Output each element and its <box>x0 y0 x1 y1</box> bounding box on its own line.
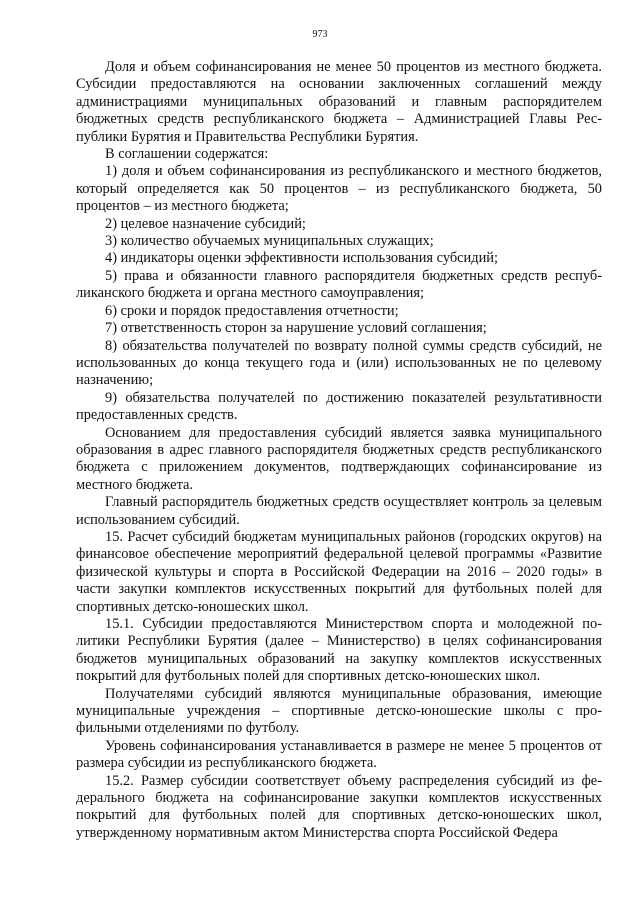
list-item: 1) доля и объем софинансирования из республиканского и местного бюджетов, который определяется как 50 процентов – из республиканского бюджета, 50 процентов – из местного бюджета; <box>76 163 602 215</box>
page-number: 973 <box>312 29 328 40</box>
paragraph: Уровень софинансирования устанавливается в размере не менее 5 процентов от размера субсидии из республиканского бюджета. <box>76 737 602 772</box>
paragraph: Доля и объем софинансирования не менее 50 процентов из местного бюджета. Субсидии предоставляются на основании заключенных соглашений между администрациями муниципальных образований и главным распорядителем бюджетных средств республиканского бюджета – Администрацией Главы Республики Бурятия и Правительства Республики Бурятия. <box>76 59 602 145</box>
list-item: 5) права и обязанности главного распорядителя бюджетных средств республиканского бюджета и органа местного самоуправления; <box>76 267 602 302</box>
paragraph: 15.1. Субсидии предоставляются Министерством спорта и молодежной политики Республики Бурятия (далее – Министерство) в целях софинансирования бюджетов муниципальных образований на закупку комплектов искусственных покрытий для футбольных полей для спортивных детско-юношеских школ. <box>76 616 602 685</box>
paragraph: Основанием для предоставления субсидий является заявка муниципального образования в адрес главного распорядителя бюджетных средств республиканского бюджета с приложением документов, подтверждающих софинансирование из местного бюджета. <box>76 424 602 493</box>
list-item: 9) обязательства получателей по достижению показателей результативности предоставленных средств. <box>76 389 602 424</box>
list-item: 2) целевое назначение субсидий; <box>105 215 306 232</box>
paragraph: Главный распорядитель бюджетных средств осуществляет контроль за целевым использованием субсидий. <box>76 494 602 528</box>
paragraph: 15. Расчет субсидий бюджетам муниципальных районов (городских округов) на финансовое обеспечение мероприятий федеральной целевой программы «Развитие физической культуры и спорта в Российской Федерации на 2016 – 2020 годы» в части закупки комплектов искусственных покрытий для футбольных полей для спортивных детско-юношеских школ. <box>76 528 602 615</box>
list-item: 8) обязательства получателей по возврату полной суммы средств субсидий, не использованных до конца текущего года и (или) использованных не по целевому назначению; <box>76 337 602 389</box>
paragraph: В соглашении содержатся: <box>105 146 269 163</box>
list-item: 3) количество обучаемых муниципальных служащих; <box>105 233 434 250</box>
paragraph: Получателями субсидий являются муниципальные образования, имеющие муниципальные учреждения – спортивные детско-юношеские школы с профильными отделениями по футболу. <box>76 685 602 737</box>
list-item: 7) ответственность сторон за нарушение условий соглашения; <box>105 320 487 337</box>
list-item: 6) сроки и порядок предоставления отчетности; <box>105 302 399 319</box>
document-body <box>76 59 602 842</box>
paragraph: 15.2. Размер субсидии соответствует объему распределения субсидий из федерального бюджета на софинансирование закупки комплектов искусственных покрытий для футбольных полей для спортивных детско-юношеских школ, утвержденному нормативным актом Министерства спорта Российской Федера <box>76 772 602 841</box>
list-item: 4) индикаторы оценки эффективности использования субсидий; <box>105 250 498 267</box>
